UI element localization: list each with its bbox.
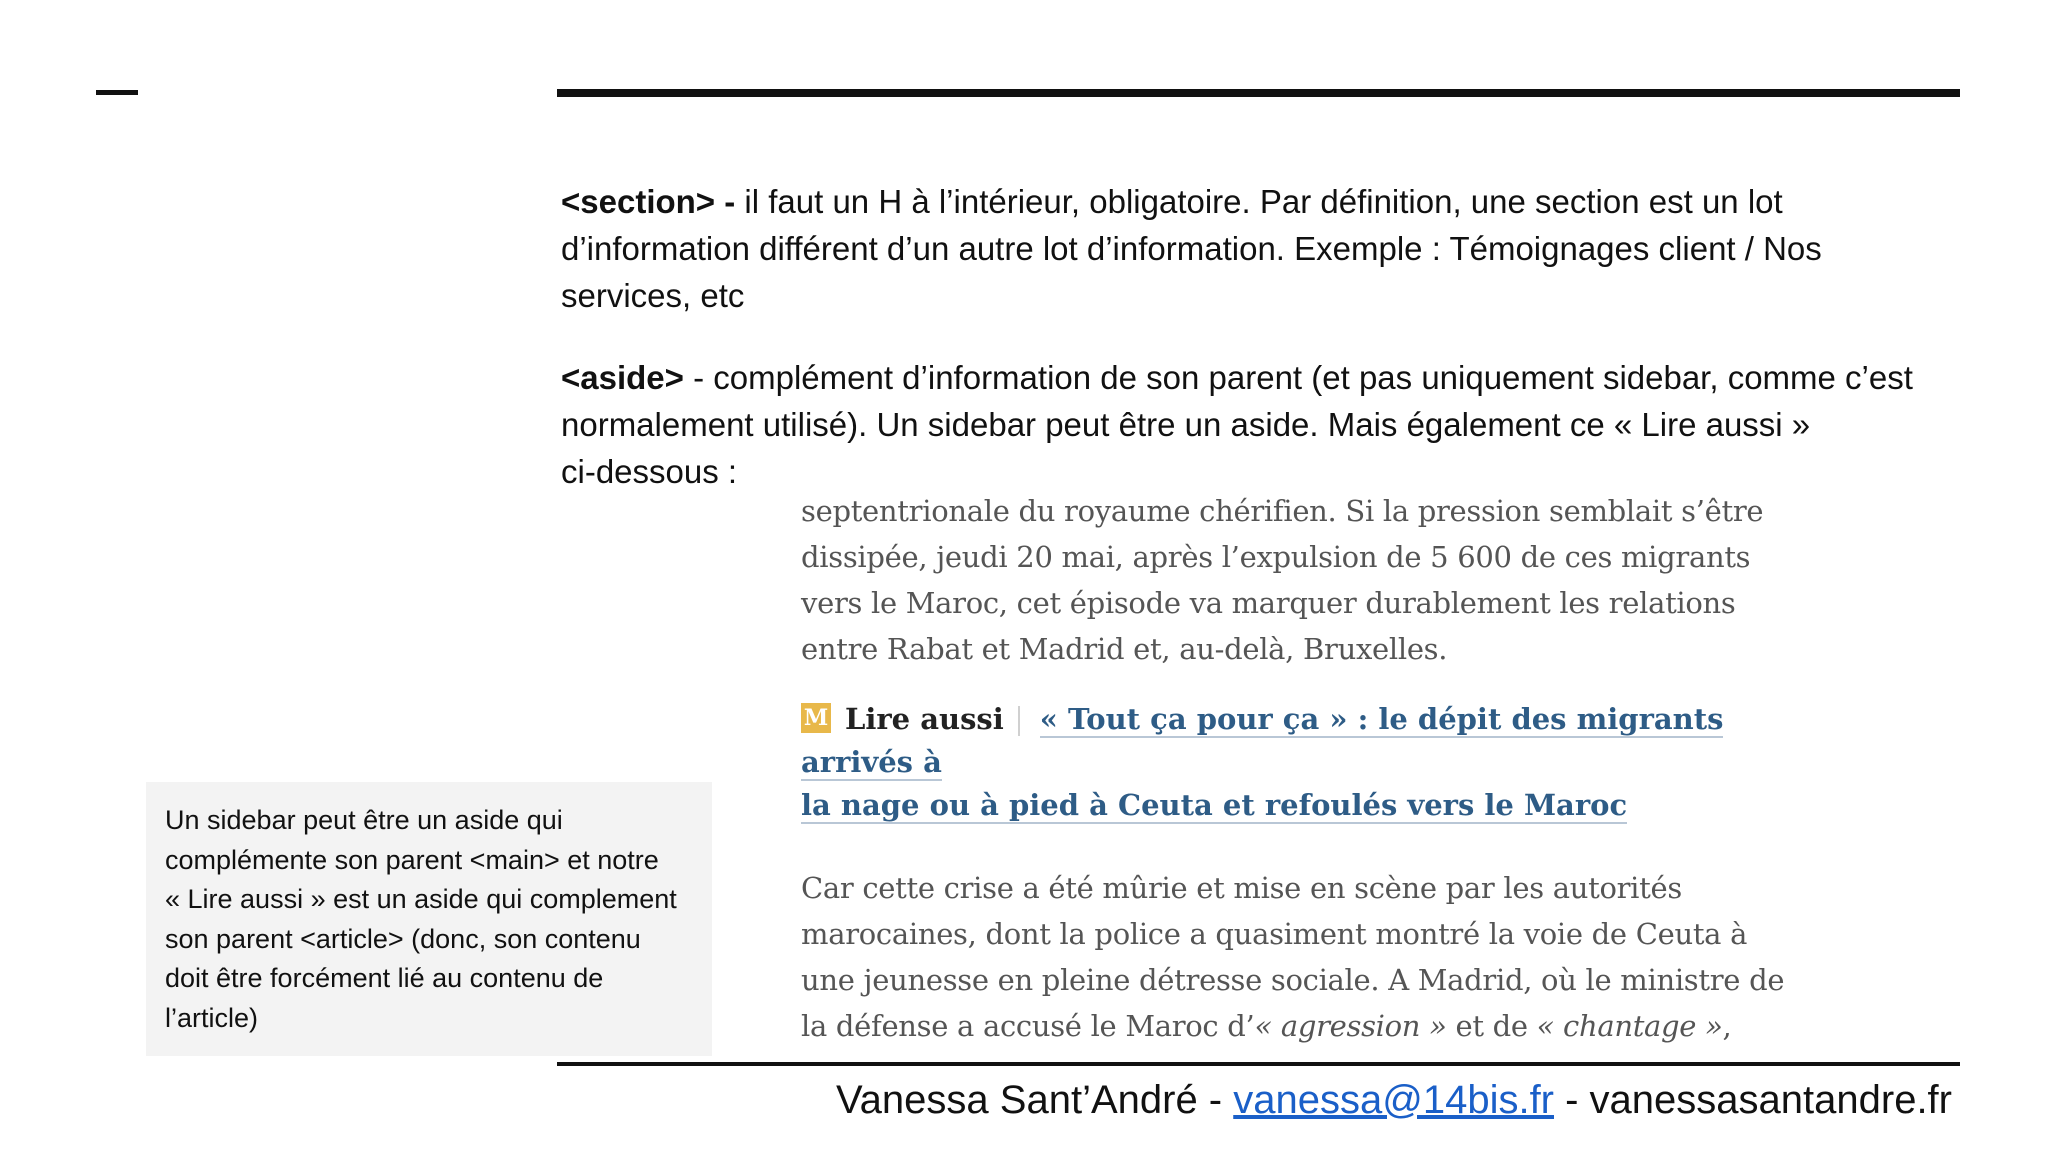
footer-website: vanessasantandre.fr xyxy=(1589,1078,1952,1122)
note-line: son parent <article> (donc, son contenu xyxy=(165,923,641,954)
excerpt-last-line xyxy=(801,1003,1761,1049)
excerpt-intro xyxy=(801,488,1764,672)
note-line: complémente son parent <main> et notre xyxy=(165,844,659,875)
section-separator: - xyxy=(715,183,745,220)
slide-dash-decoration xyxy=(96,90,138,95)
excerpt-quote-agression: « agression » xyxy=(1254,1009,1447,1043)
lire-aussi-label: Lire aussi xyxy=(845,702,1004,736)
article-excerpt-image xyxy=(801,488,1785,1049)
excerpt-line: dissipée, jeudi 20 mai, après l’expulsion de 5 600 de ces migrants xyxy=(801,540,1751,574)
aside-suffix: ci-dessous : xyxy=(561,453,738,490)
aside-description: - complément d’information de son parent (et pas uniquement sidebar, comme c’est normalement utilisé). Un sidebar peut être un aside. Mais également ce « Lire aussi » xyxy=(561,359,1913,443)
excerpt-quote-chantage: « chantage » xyxy=(1536,1009,1723,1043)
section-description: il faut un H à l’intérieur, obligatoire. Par définition, une section est un lot d’information différent d’un autre lot d’information. Exemple : Témoignages client / Nos services, etc xyxy=(561,183,1822,314)
section-tag: <section> xyxy=(561,183,716,220)
lire-aussi-box xyxy=(801,698,1761,827)
lire-aussi-link[interactable]: « Tout ça pour ça » : le dépit des migrants arrivés à xyxy=(801,702,1724,779)
excerpt-line: vers le Maroc, cet épisode va marquer durablement les relations xyxy=(801,586,1736,620)
footer-email-link[interactable]: vanessa@14bis.fr xyxy=(1233,1078,1554,1122)
excerpt-text: et de xyxy=(1446,1009,1537,1043)
bottom-divider xyxy=(557,1062,1960,1066)
note-box xyxy=(146,782,712,1056)
excerpt-line: septentrionale du royaume chérifien. Si la pression semblait s’être xyxy=(801,494,1764,528)
aside-paragraph xyxy=(561,354,1961,495)
footer-separator: - xyxy=(1554,1078,1590,1122)
footer-author: Vanessa Sant’André xyxy=(835,1078,1198,1122)
excerpt-line: une jeunesse en pleine détresse sociale. A Madrid, où le ministre de xyxy=(801,963,1785,997)
lire-aussi-link-continued[interactable]: la nage ou à pied à Ceuta et refoulés vers le Maroc xyxy=(801,788,1628,822)
note-line: doit être forcément lié au contenu de xyxy=(165,963,604,993)
excerpt-text: la défense a accusé le Maroc d’ xyxy=(801,1009,1255,1043)
excerpt-line: marocaines, dont la police a quasiment montré la voie de Ceuta à xyxy=(801,917,1748,951)
footer-separator: - xyxy=(1197,1078,1234,1122)
aside-tag: <aside> xyxy=(561,359,684,396)
excerpt-text: , xyxy=(1722,1009,1732,1043)
le-monde-logo-icon: M xyxy=(801,703,831,733)
note-line: Un sidebar peut être un aside qui xyxy=(165,805,563,835)
note-line: l’article) xyxy=(165,1002,259,1033)
excerpt-body xyxy=(801,865,1785,1049)
excerpt-line: entre Rabat et Madrid et, au-delà, Bruxelles. xyxy=(801,632,1448,666)
lire-aussi-separator xyxy=(1018,706,1020,736)
section-paragraph xyxy=(561,178,1961,319)
top-divider xyxy=(557,89,1960,97)
note-line: « Lire aussi » est un aside qui complement xyxy=(165,884,677,914)
footer-credits xyxy=(836,1075,1952,1125)
excerpt-line: Car cette crise a été mûrie et mise en scène par les autorités xyxy=(801,871,1682,905)
